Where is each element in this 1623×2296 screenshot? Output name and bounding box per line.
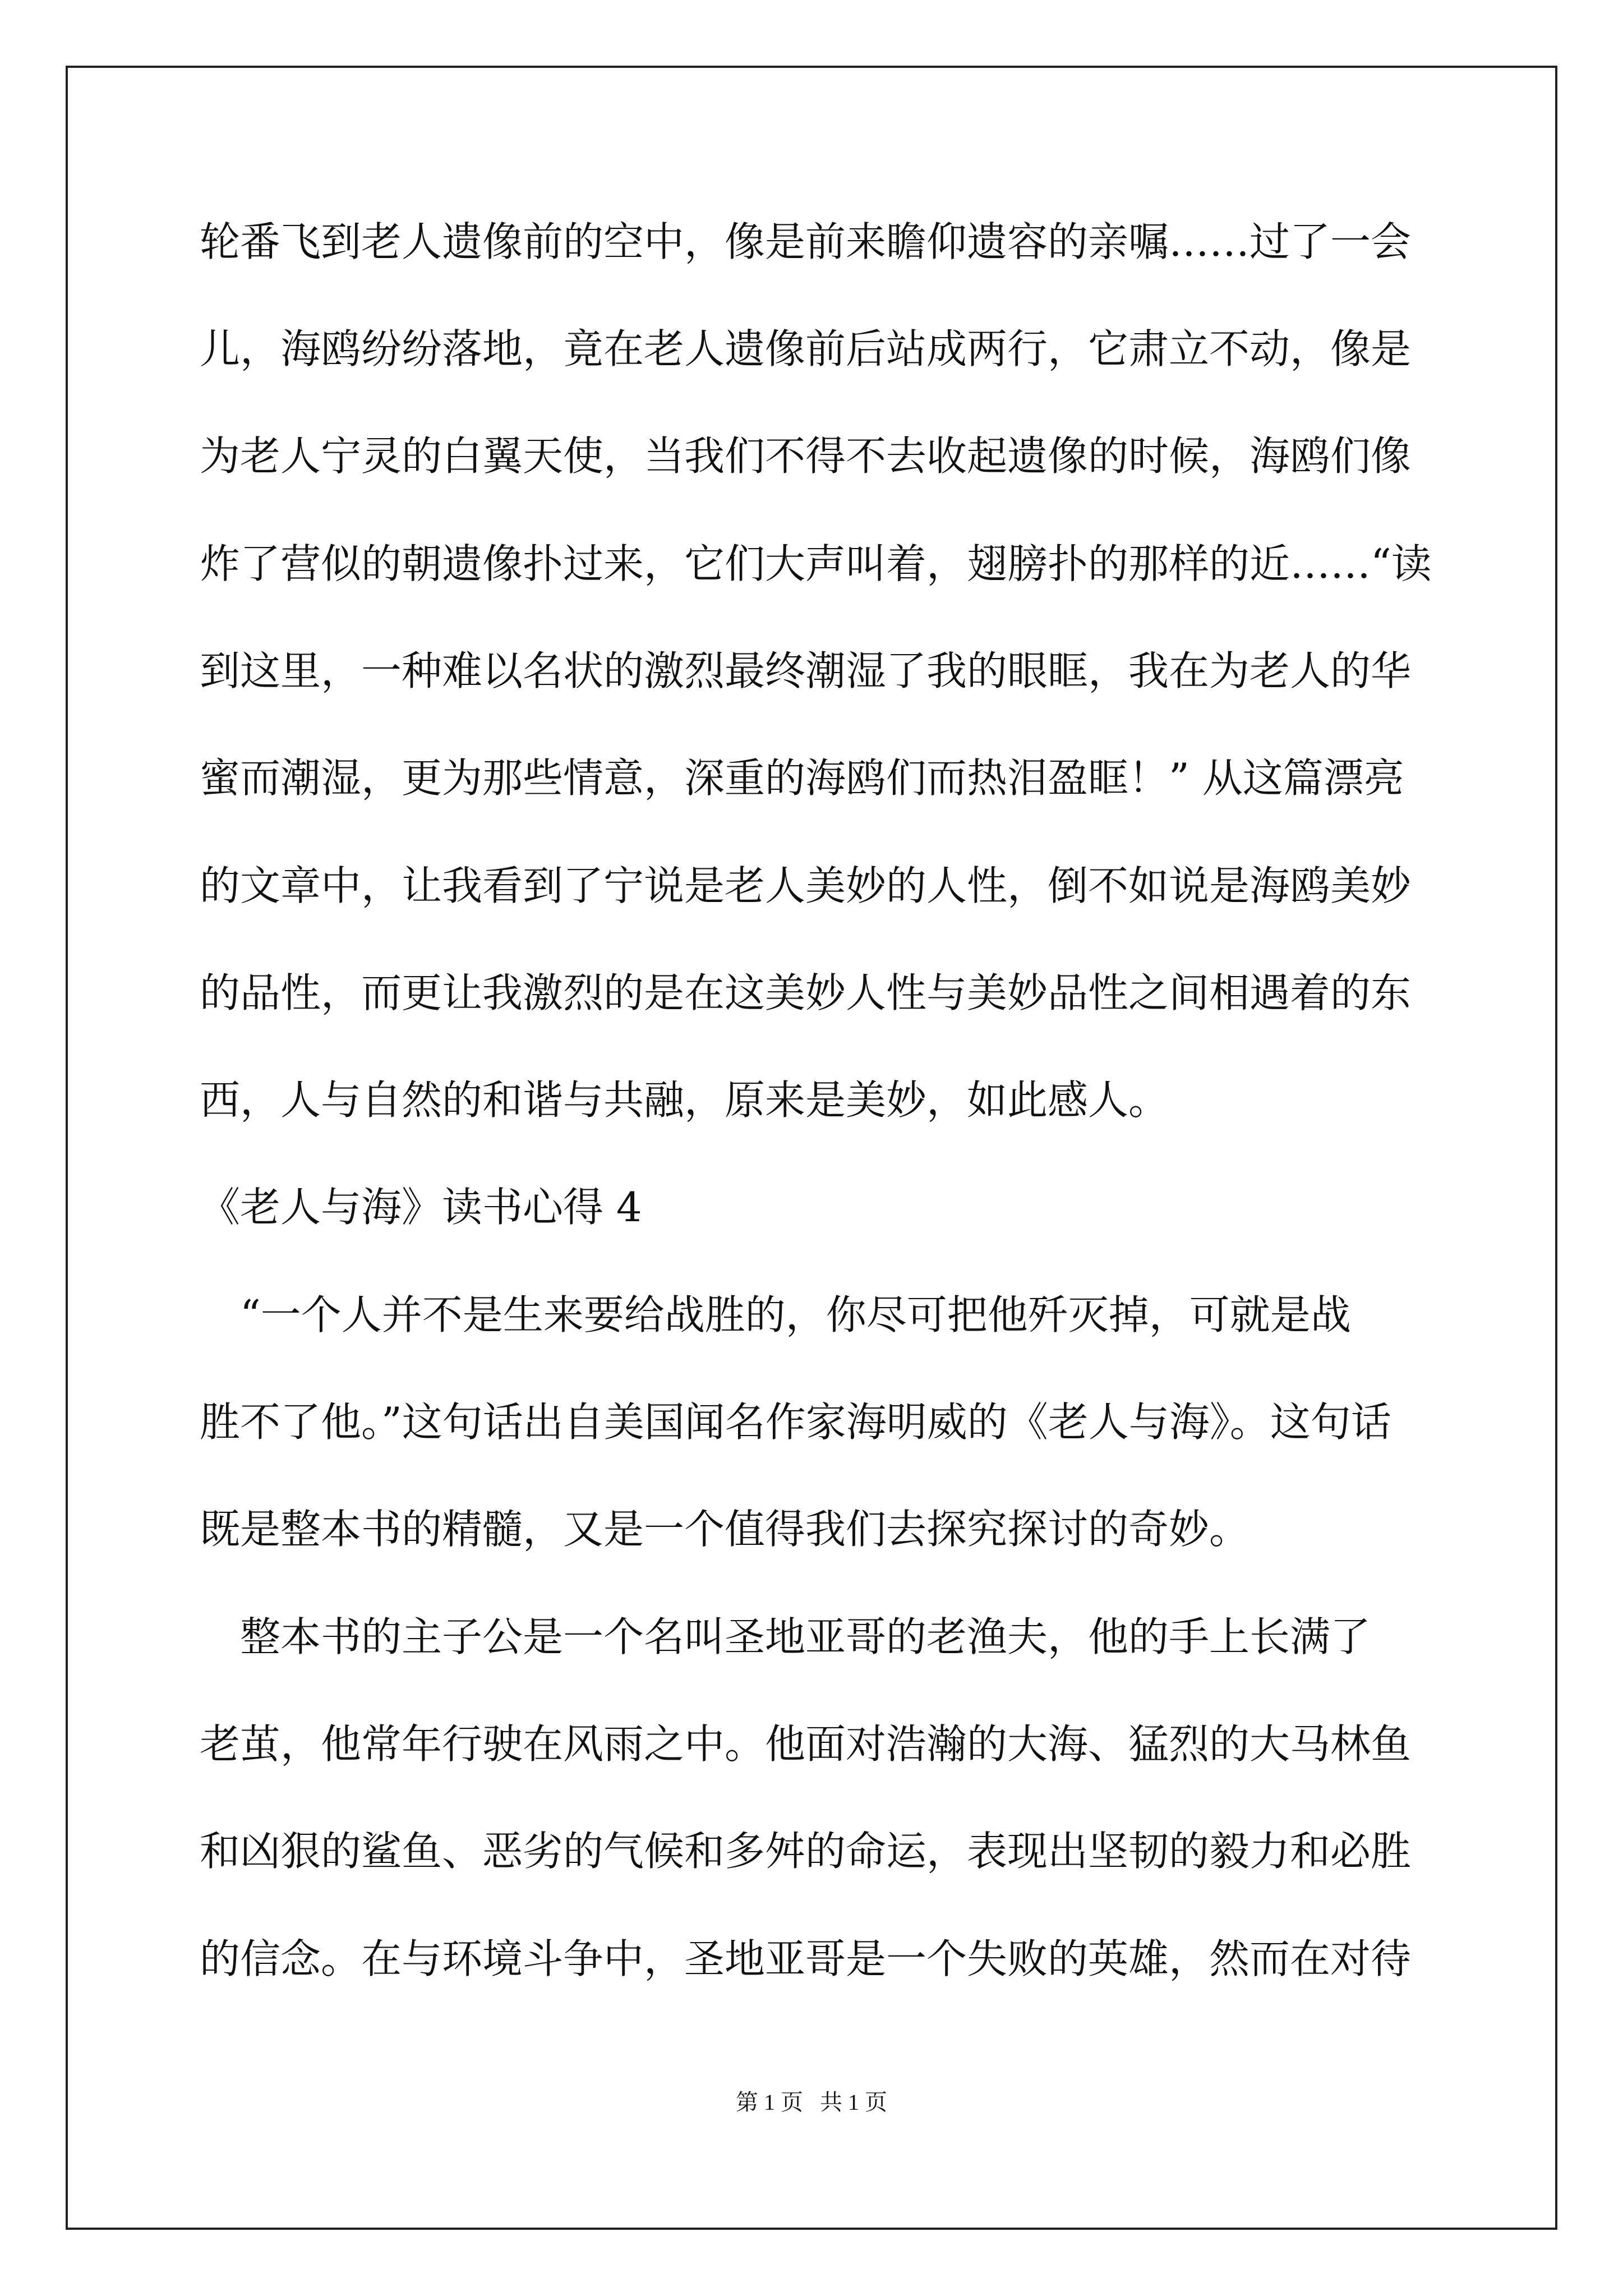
page-border [66, 66, 1557, 2230]
paragraph-line-1: 轮番飞到老人遗像前的空中，像是前来瞻仰遗容的亲嘱……过了一会 [200, 218, 1412, 265]
paragraph-line-2: 儿，海鸥纷纷落地，竟在老人遗像前后站成两行，它肃立不动，像是 [200, 325, 1412, 372]
paragraph-line-9: 西，人与自然的和谐与共融，原来是美妙，如此感人。 [200, 1076, 1169, 1124]
paragraph-line-16: 的信念。在与环境斗争中，圣地亚哥是一个失败的英雄，然而在对待 [200, 1935, 1412, 1982]
paragraph-line-14: 老茧，他常年行驶在风雨之中。他面对浩瀚的大海、猛烈的大马林鱼 [200, 1720, 1412, 1768]
paragraph-line-4: 炸了营似的朝遗像扑过来，它们大声叫着，翅膀扑的那样的近……“读 [200, 540, 1432, 587]
paragraph-line-3: 为老人宁灵的白翼天使，当我们不得不去收起遗像的时候，海鸥们像 [200, 432, 1412, 480]
paragraph-line-10: “一个人并不是生来要给战胜的，你尽可把他歼灭掉，可就是战 [200, 1291, 1351, 1338]
paragraph-line-13: 整本书的主子公是一个名叫圣地亚哥的老渔夫，他的手上长满了 [200, 1613, 1371, 1660]
page-footer: 第 1 页 共 1 页 [736, 2090, 887, 2115]
paragraph-line-15: 和凶狠的鲨鱼、恶劣的气候和多舛的命运，表现出坚韧的毅力和必胜 [200, 1828, 1412, 1875]
paragraph-line-12: 既是整本书的精髓，又是一个值得我们去探究探讨的奇妙。 [200, 1506, 1250, 1553]
paragraph-line-5: 到这里，一种难以名状的激烈最终潮湿了我的眼眶，我在为老人的华 [200, 647, 1412, 694]
paragraph-line-8: 的品性，而更让我激烈的是在这美妙人性与美妙品性之间相遇着的东 [200, 969, 1412, 1016]
paragraph-line-7: 的文章中，让我看到了宁说是老人美妙的人性，倒不如说是海鸥美妙 [200, 862, 1412, 909]
paragraph-line-6: 蜜而潮湿，更为那些情意，深重的海鸥们而热泪盈眶！” 从这篇漂亮 [200, 754, 1404, 802]
paragraph-line-11: 胜不了他。”这句话出自美国闻名作家海明威的《老人与海》。这句话 [200, 1398, 1391, 1446]
section-heading: 《老人与海》读书心得 4 [200, 1184, 642, 1231]
